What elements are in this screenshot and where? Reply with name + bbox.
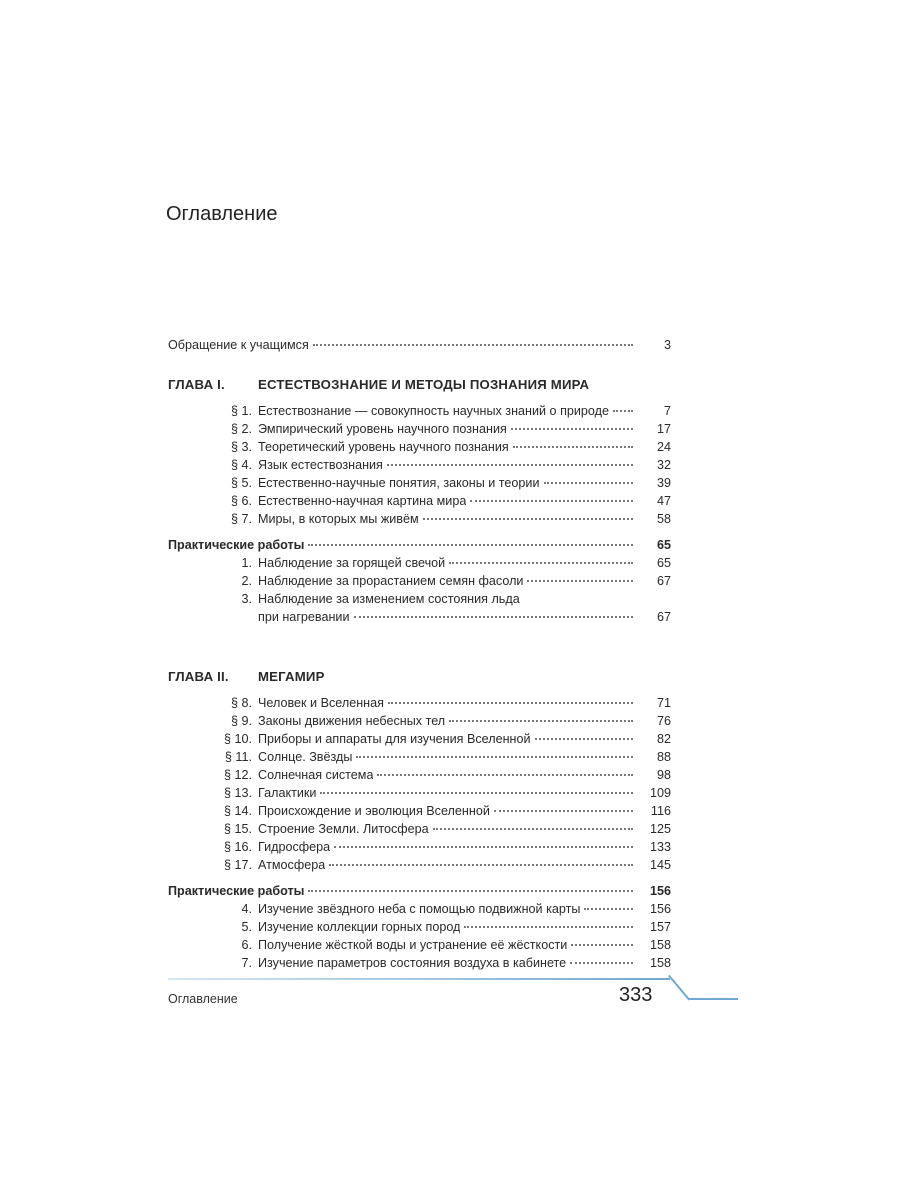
footer-rule	[168, 978, 670, 980]
toc-entry[interactable]	[168, 938, 671, 956]
dot-leader	[308, 544, 633, 546]
chapter-number: ГЛАВА II.	[168, 669, 229, 684]
entry-title: Наблюдение за горящей свечой	[258, 556, 446, 570]
dot-leader	[571, 944, 633, 946]
entry-title: Изучение звёздного неба с помощью подвижной карты	[258, 902, 581, 916]
dot-leader	[449, 562, 633, 564]
entry-page: 116	[650, 804, 671, 818]
entry-title-cont: при нагревании	[258, 610, 350, 624]
entry-number: 7.	[241, 956, 252, 970]
dot-leader	[511, 428, 633, 430]
toc-entry[interactable]	[168, 920, 671, 938]
entry-number: 4.	[241, 902, 252, 916]
footer-rule-right	[688, 998, 738, 1000]
entry-number: § 5.	[230, 476, 252, 490]
dot-leader	[354, 616, 634, 618]
running-footer: Оглавление	[168, 992, 238, 1006]
entry-page: 17	[656, 422, 671, 436]
dot-leader	[388, 702, 633, 704]
table-of-contents	[168, 338, 671, 974]
toc-entry[interactable]	[168, 902, 671, 920]
entry-page: 76	[656, 714, 671, 728]
toc-entry[interactable]	[168, 458, 671, 476]
dot-leader	[513, 446, 633, 448]
entry-page: 109	[649, 786, 671, 800]
entry-number: § 12.	[223, 768, 252, 782]
toc-entry[interactable]	[168, 422, 671, 440]
entry-page: 156	[649, 902, 671, 916]
dot-leader	[329, 864, 633, 866]
entry-number: § 7.	[230, 512, 252, 526]
entry-title: Обращение к учащимся	[168, 338, 309, 352]
entry-number: § 16.	[223, 840, 252, 854]
entry-page: 32	[656, 458, 671, 472]
toc-entry[interactable]	[168, 840, 671, 858]
toc-entry[interactable]	[168, 476, 671, 494]
entry-title: Практические работы	[168, 538, 305, 552]
toc-entry[interactable]	[168, 440, 671, 458]
entry-number: § 3.	[230, 440, 252, 454]
entry-title: Теоретический уровень научного познания	[258, 440, 509, 454]
entry-number: 6.	[241, 938, 252, 952]
entry-page: 3	[663, 338, 671, 352]
toc-entry[interactable]	[168, 750, 671, 768]
toc-entry[interactable]	[168, 696, 671, 714]
dot-leader	[535, 738, 633, 740]
dot-leader	[433, 828, 633, 830]
entry-title: Естественно-научная картина мира	[258, 494, 467, 508]
entry-page: 156	[649, 884, 671, 898]
dot-leader	[313, 344, 633, 346]
entry-title: Естествознание — совокупность научных знаний о природе	[258, 404, 610, 418]
entry-page: 67	[656, 574, 671, 588]
entry-page: 24	[656, 440, 671, 454]
entry-number: 3.	[241, 592, 252, 606]
toc-entry[interactable]	[168, 512, 671, 530]
entry-title: Изучение параметров состояния воздуха в кабинете	[258, 956, 567, 970]
entry-number: § 17.	[223, 858, 252, 872]
entry-page: 133	[649, 840, 671, 854]
entry-number: § 6.	[230, 494, 252, 508]
entry-title: Галактики	[258, 786, 317, 800]
dot-leader	[584, 908, 633, 910]
entry-number: § 2.	[230, 422, 252, 436]
entry-page: 88	[656, 750, 671, 764]
page-title: Оглавление	[166, 203, 278, 225]
entry-page: 7	[663, 404, 671, 418]
dot-leader	[387, 464, 633, 466]
toc-entry[interactable]	[168, 768, 671, 786]
entry-title: Гидросфера	[258, 840, 331, 854]
entry-number: § 1.	[230, 404, 252, 418]
toc-entry-intro[interactable]	[168, 338, 671, 356]
entry-number: § 4.	[230, 458, 252, 472]
dot-leader	[320, 792, 633, 794]
entry-title: Язык естествознания	[258, 458, 383, 472]
entry-number: § 14.	[223, 804, 252, 818]
toc-entry[interactable]	[168, 858, 671, 876]
entry-page: 58	[656, 512, 671, 526]
entry-page: 39	[656, 476, 671, 490]
entry-number: 5.	[241, 920, 252, 934]
entry-title: Приборы и аппараты для изучения Вселенной	[258, 732, 531, 746]
dot-leader	[334, 846, 633, 848]
entry-title: Эмпирический уровень научного познания	[258, 422, 507, 436]
dot-leader	[470, 500, 633, 502]
toc-entry-practical-works[interactable]	[168, 884, 671, 902]
entry-page: 158	[649, 956, 671, 970]
page-number: 333	[619, 984, 653, 1006]
chapter-heading[interactable]	[168, 669, 671, 684]
entry-title: Человек и Вселенная	[258, 696, 384, 710]
toc-entry[interactable]	[168, 822, 671, 840]
toc-entry-continuation[interactable]	[168, 610, 671, 628]
dot-leader	[423, 518, 633, 520]
footer-rule-slant	[668, 975, 690, 1001]
entry-title: Естественно-научные понятия, законы и теории	[258, 476, 540, 490]
chapter-heading[interactable]	[168, 377, 671, 392]
toc-entry-multiline[interactable]	[168, 592, 671, 610]
dot-leader	[527, 580, 633, 582]
entry-title: Солнечная система	[258, 768, 374, 782]
dot-leader	[494, 810, 633, 812]
entry-number: § 9.	[230, 714, 252, 728]
entry-number: § 15.	[223, 822, 252, 836]
entry-title: Миры, в которых мы живём	[258, 512, 419, 526]
entry-title: Практические работы	[168, 884, 305, 898]
toc-entry-practical-works[interactable]	[168, 538, 671, 556]
entry-number: 2.	[241, 574, 252, 588]
dot-leader	[613, 410, 633, 412]
dot-leader	[544, 482, 634, 484]
entry-number: § 13.	[223, 786, 252, 800]
entry-title: Атмосфера	[258, 858, 326, 872]
entry-page: 82	[656, 732, 671, 746]
dot-leader	[464, 926, 633, 928]
entry-title: Происхождение и эволюция Вселенной	[258, 804, 490, 818]
entry-page: 125	[649, 822, 671, 836]
dot-leader	[377, 774, 633, 776]
toc-entry[interactable]	[168, 786, 671, 804]
toc-entry[interactable]	[168, 732, 671, 750]
entry-page: 47	[656, 494, 671, 508]
chapter-title: ЕСТЕСТВОЗНАНИЕ И МЕТОДЫ ПОЗНАНИЯ МИРА	[258, 377, 590, 392]
dot-leader	[449, 720, 633, 722]
entry-title: Строение Земли. Литосфера	[258, 822, 429, 836]
chapter-number: ГЛАВА I.	[168, 377, 225, 392]
entry-title: Законы движения небесных тел	[258, 714, 446, 728]
toc-entry[interactable]	[168, 556, 671, 574]
entry-title: Изучение коллекции горных пород	[258, 920, 461, 934]
entry-title: Наблюдение за прорастанием семян фасоли	[258, 574, 524, 588]
entry-title: Получение жёсткой воды и устранение её жёсткости	[258, 938, 568, 952]
toc-entry[interactable]	[168, 494, 671, 512]
entry-page: 158	[649, 938, 671, 952]
toc-entry[interactable]	[168, 714, 671, 732]
entry-title: Наблюдение за изменением состояния льда	[258, 592, 520, 606]
entry-number: § 8.	[230, 696, 252, 710]
dot-leader	[356, 756, 633, 758]
entry-title: Солнце. Звёзды	[258, 750, 353, 764]
entry-page: 65	[656, 538, 671, 552]
entry-page: 65	[656, 556, 671, 570]
toc-entry[interactable]	[168, 404, 671, 422]
entry-number: 1.	[241, 556, 252, 570]
entry-page: 71	[656, 696, 671, 710]
chapter-title: МЕГАМИР	[258, 669, 325, 684]
toc-entry[interactable]	[168, 956, 671, 974]
toc-entry[interactable]	[168, 574, 671, 592]
dot-leader	[308, 890, 633, 892]
entry-page: 67	[656, 610, 671, 624]
entry-number: § 11.	[224, 750, 252, 764]
toc-entry[interactable]	[168, 804, 671, 822]
entry-page: 145	[649, 858, 671, 872]
dot-leader	[570, 962, 633, 964]
entry-page: 98	[656, 768, 671, 782]
entry-page: 157	[649, 920, 671, 934]
entry-number: § 10.	[223, 732, 252, 746]
